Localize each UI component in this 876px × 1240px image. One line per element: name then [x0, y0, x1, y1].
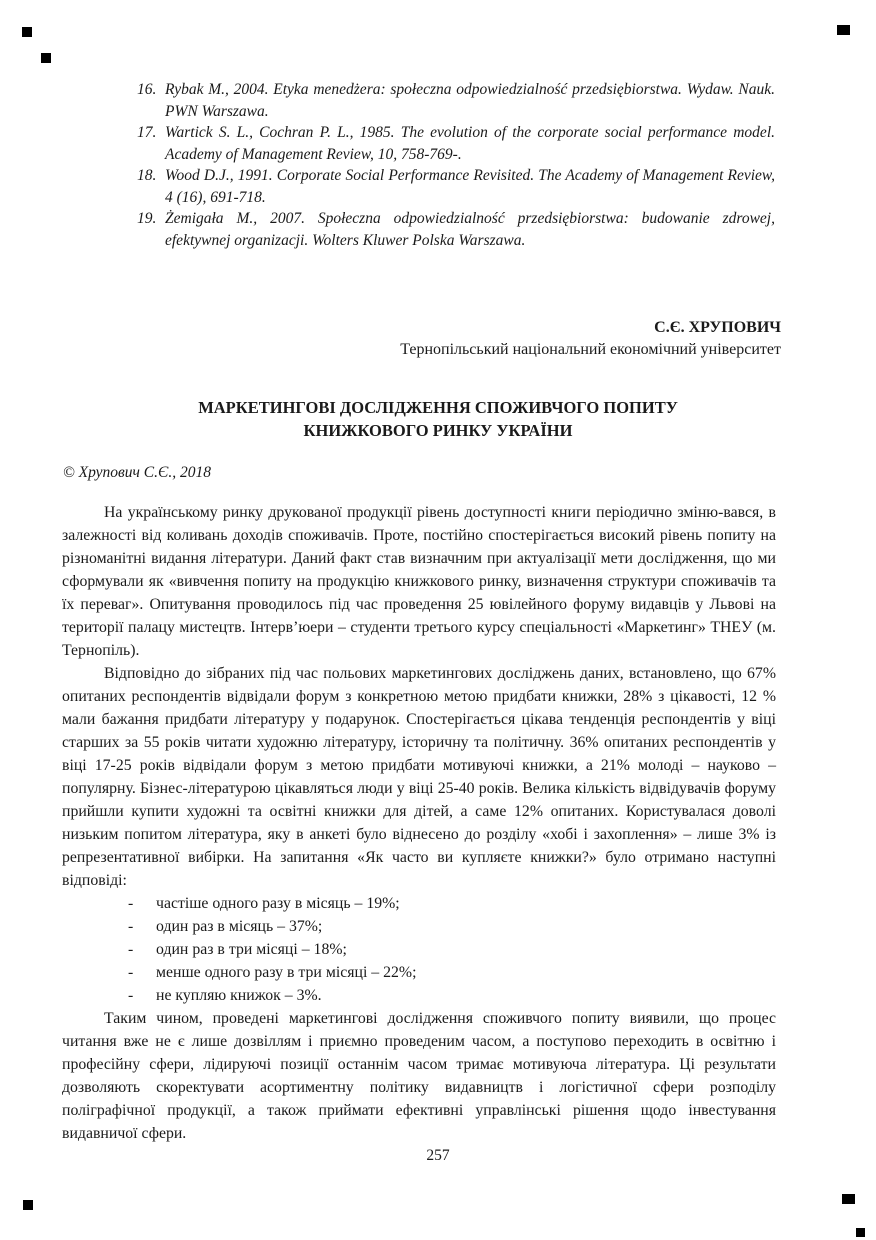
reference-item [137, 122, 775, 165]
corner-artifact-mark [842, 1194, 855, 1204]
corner-artifact-mark [23, 1200, 33, 1210]
page-number: 257 [426, 1147, 450, 1164]
copyright-line: © Хрупович С.Є., 2018 [63, 464, 211, 481]
list-item [62, 938, 776, 961]
list-item [62, 915, 776, 938]
author-affiliation: Тернопільський національний економічний університет [400, 341, 781, 358]
reference-number: 16. [137, 81, 157, 98]
corner-artifact-mark [22, 27, 32, 37]
reference-text: Wood D.J., 1991. Corporate Social Performance Revisited. The Academy of Management Review, 4 (16), 691-718. [165, 167, 775, 206]
list-item-text: не купляю книжок – 3%. [156, 987, 322, 1004]
list-item-text: менше одного разу в три місяці – 22%; [156, 964, 417, 981]
article-body [62, 501, 776, 1145]
reference-text: Żemigała M., 2007. Społeczna odpowiedzialność przedsiębiorstwa: budowanie zdrowej, efektywnej organizacji. Wolters Kluwer Polska Warszawa. [165, 210, 775, 249]
list-item [62, 961, 776, 984]
author-name: С.Є. ХРУПОВИЧ [654, 319, 781, 336]
article-title-line-2: КНИЖКОВОГО РИНКУ УКРАЇНИ [303, 421, 573, 440]
reference-number: 18. [137, 167, 157, 184]
reference-list [137, 79, 775, 251]
body-paragraph: Відповідно до зібраних під час польових маркетингових досліджень даних, встановлено, що 67% опитаних респондентів відвідали форум з конкретною метою придбати книжки, 28% з цікавості, 12 % мали бажання придбати літературу у подарунок. Спостерігається цікава тенденція респондентів у віці старших за 55 років читати художню літературу, історичну та політичну. 36% опитаних респондентів у віці 17-25 років відвідали форум з метою придбати мотивуючі книжки, а 21% молоді – науково – популярну. Бізнес-літературою цікавляться люди у віці 25-40 років. Велика кількість відвідувачів форуму прийшли купити художні та освітні книжки для дітей, а саме 12% опитаних. Користувалася доволі низьким попитом література, яку в анкеті було віднесено до розділу «хобі і захоплення» – лише 3% із репрезентативної вибірки. На запитання «Як часто ви купляєте книжки?» було отримано наступні відповіді: [62, 665, 776, 889]
body-paragraph: Таким чином, проведені маркетингові дослідження споживчого попиту виявили, що процес читання вже не є лише дозвіллям і приємно проведеним часом, а поступово переходить в освітню і професійну сфери, лідируючі позиції останнім часом тримає мотивуюча література. Ці результати дозволяють скоректувати асортиментну політику видавництв і логістичної сфери розподілу поліграфічної продукції, а також приймати ефективні управлінські рішення щодо інвестування видавничої сфери. [62, 1010, 776, 1142]
list-item [62, 984, 776, 1007]
reference-item [137, 208, 775, 251]
reference-item [137, 165, 775, 208]
list-item-text: один раз в місяць – 37%; [156, 918, 323, 935]
list-item-marker: - [128, 964, 134, 981]
body-paragraph: На українському ринку друкованої продукції рівень доступності книги періодично зміню-вався, в залежності від коливань доходів споживачів. Проте, постійно спостерігається високий рівень попиту на різноманітні видання літератури. Даний факт став визначним при актуалізації мети дослідження, що ми сформували як «вивчення попиту на продукцію книжкового ринку, визначення структури споживачів та їх переваг». Опитування проводилось під час проведення 25 ювілейного форуму видавців у Львові на території палацу мистецтв. Інтерв’юери – студенти третього курсу спеціальності «Маркетинг» ТНЕУ (м. Тернопіль). [62, 504, 776, 659]
author-block [400, 317, 781, 361]
list-item [62, 892, 776, 915]
list-item-marker: - [128, 987, 134, 1004]
corner-artifact-mark [837, 25, 850, 35]
reference-text: Wartick S. L., Cochran P. L., 1985. The evolution of the corporate social performance model. Academy of Management Review, 10, 758-769-. [165, 124, 775, 163]
list-item-text: один раз в три місяці – 18%; [156, 941, 347, 958]
list-item-marker: - [128, 895, 134, 912]
reference-number: 17. [137, 124, 157, 141]
list-item-text: частіше одного разу в місяць – 19%; [156, 895, 400, 912]
article-title [0, 396, 876, 442]
list-item-marker: - [128, 918, 134, 935]
article-title-line-1: МАРКЕТИНГОВІ ДОСЛІДЖЕННЯ СПОЖИВЧОГО ПОПИТУ [198, 398, 678, 417]
reference-number: 19. [137, 210, 157, 227]
list-item-marker: - [128, 941, 134, 958]
reference-item [137, 79, 775, 122]
corner-artifact-mark [41, 53, 51, 63]
corner-artifact-mark [856, 1228, 865, 1237]
reference-text: Rybak M., 2004. Etyka menedżera: społeczna odpowiedzialność przedsiębiorstwa. Wydaw. Nauk. PWN Warszawa. [165, 81, 775, 120]
